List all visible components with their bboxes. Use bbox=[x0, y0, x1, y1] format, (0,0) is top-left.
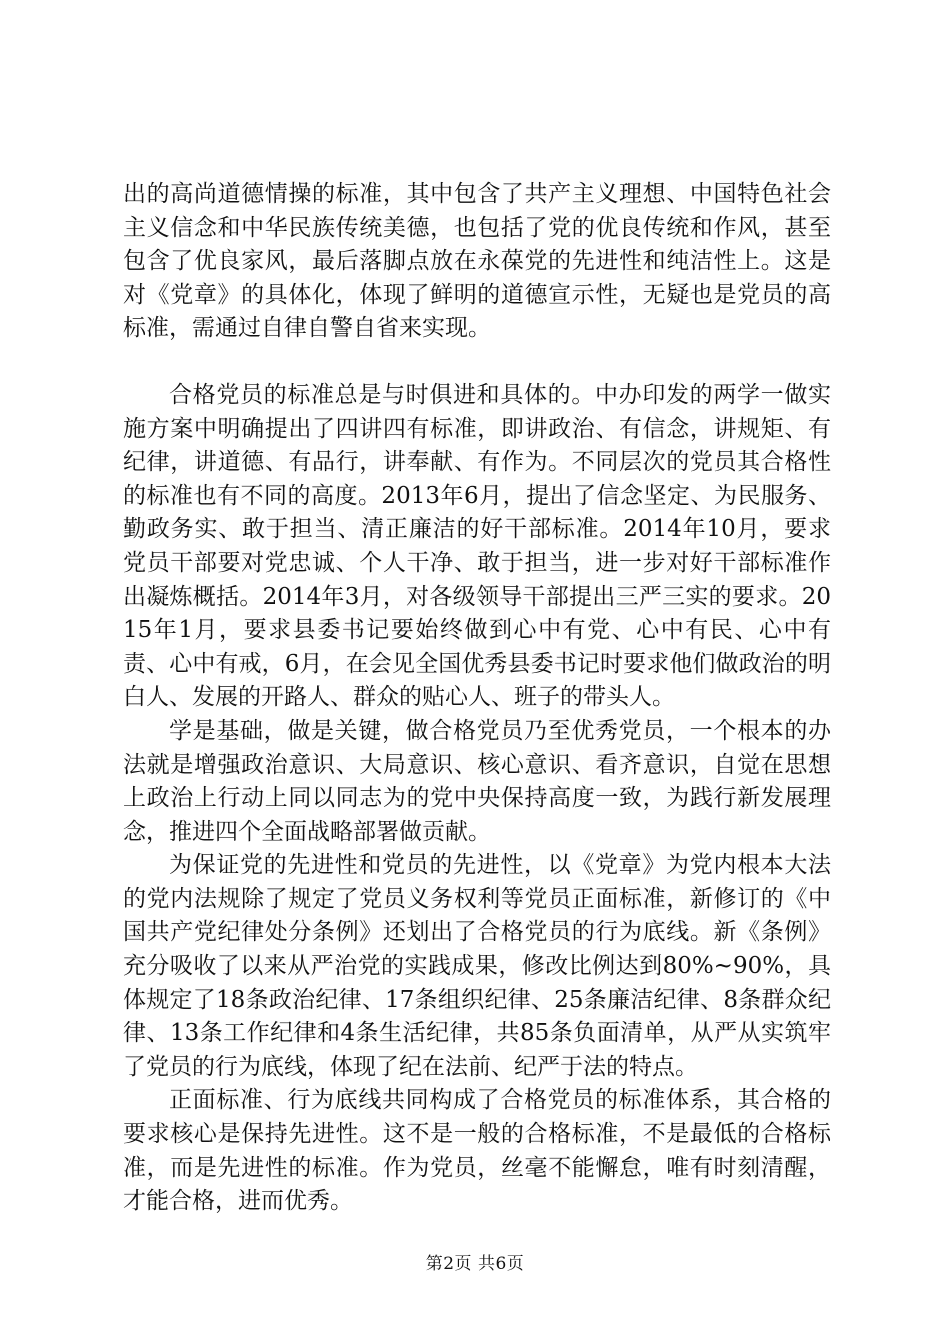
paragraph-5: 正面标准、行为底线共同构成了合格党员的标准体系，其合格的要求核心是保持先进性。这不是一般的合格标准，不是最低的合格标准，而是先进性的标准。作为党员，丝毫不能懈怠，唯有时刻清醒，才能合格，进而优秀。 bbox=[123, 1087, 831, 1215]
document-body bbox=[123, 178, 831, 1219]
paragraph-1: 出的高尚道德情操的标准，其中包含了共产主义理想、中国特色社会主义信念和中华民族传统美德，也包括了党的优良传统和作风，甚至包含了优良家风，最后落脚点放在永葆党的先进性和纯洁性上。这是对《党章》的具体化，体现了鲜明的道德宣示性，无疑也是党员的高标准，需通过自律自警自省来实现。 bbox=[123, 181, 831, 342]
page-footer: 第2页 共6页 bbox=[425, 1254, 525, 1274]
paragraph-2: 合格党员的标准总是与时俱进和具体的。中办印发的两学一做实施方案中明确提出了四讲四有标准，即讲政治、有信念，讲规矩、有纪律，讲道德、有品行，讲奉献、有作为。不同层次的党员其合格性的标准也有不同的高度。2013年6月，提出了信念坚定、为民服务、勤政务实、敢于担当、清正廉洁的好干部标准。2014年10月，要求党员干部要对党忠诚、个人干净、敢于担当，进一步对好干部标准作出凝炼概括。2014年3月，对各级领导干部提出三严三实的要求。2015年1月，要求县委书记要始终做到心中有党、心中有民、心中有责、心中有戒，6月，在会见全国优秀县委书记时要求他们做政治的明白人、发展的开路人、群众的贴心人、班子的带头人。 bbox=[123, 381, 831, 711]
paragraph-3: 学是基础，做是关键，做合格党员乃至优秀党员，一个根本的办法就是增强政治意识、大局意识、核心意识、看齐意识，自觉在思想上政治上行动上同以同志为的党中央保持高度一致，为践行新发展理念，推进四个全面战略部署做贡献。 bbox=[123, 717, 831, 845]
paragraph-4: 为保证党的先进性和党员的先进性，以《党章》为党内根本大法的党内法规除了规定了党员义务权利等党员正面标准，新修订的《中国共产党纪律处分条例》还划出了合格党员的行为底线。新《条例》充分吸收了以来从严治党的实践成果，修改比例达到80%~90%，具体规定了18条政治纪律、17条组织纪律、25条廉洁纪律、8条群众纪律、13条工作纪律和4条生活纪律，共85条负面清单，从严从实筑牢了党员的行为底线，体现了纪在法前、纪严于法的特点。 bbox=[123, 852, 831, 1080]
